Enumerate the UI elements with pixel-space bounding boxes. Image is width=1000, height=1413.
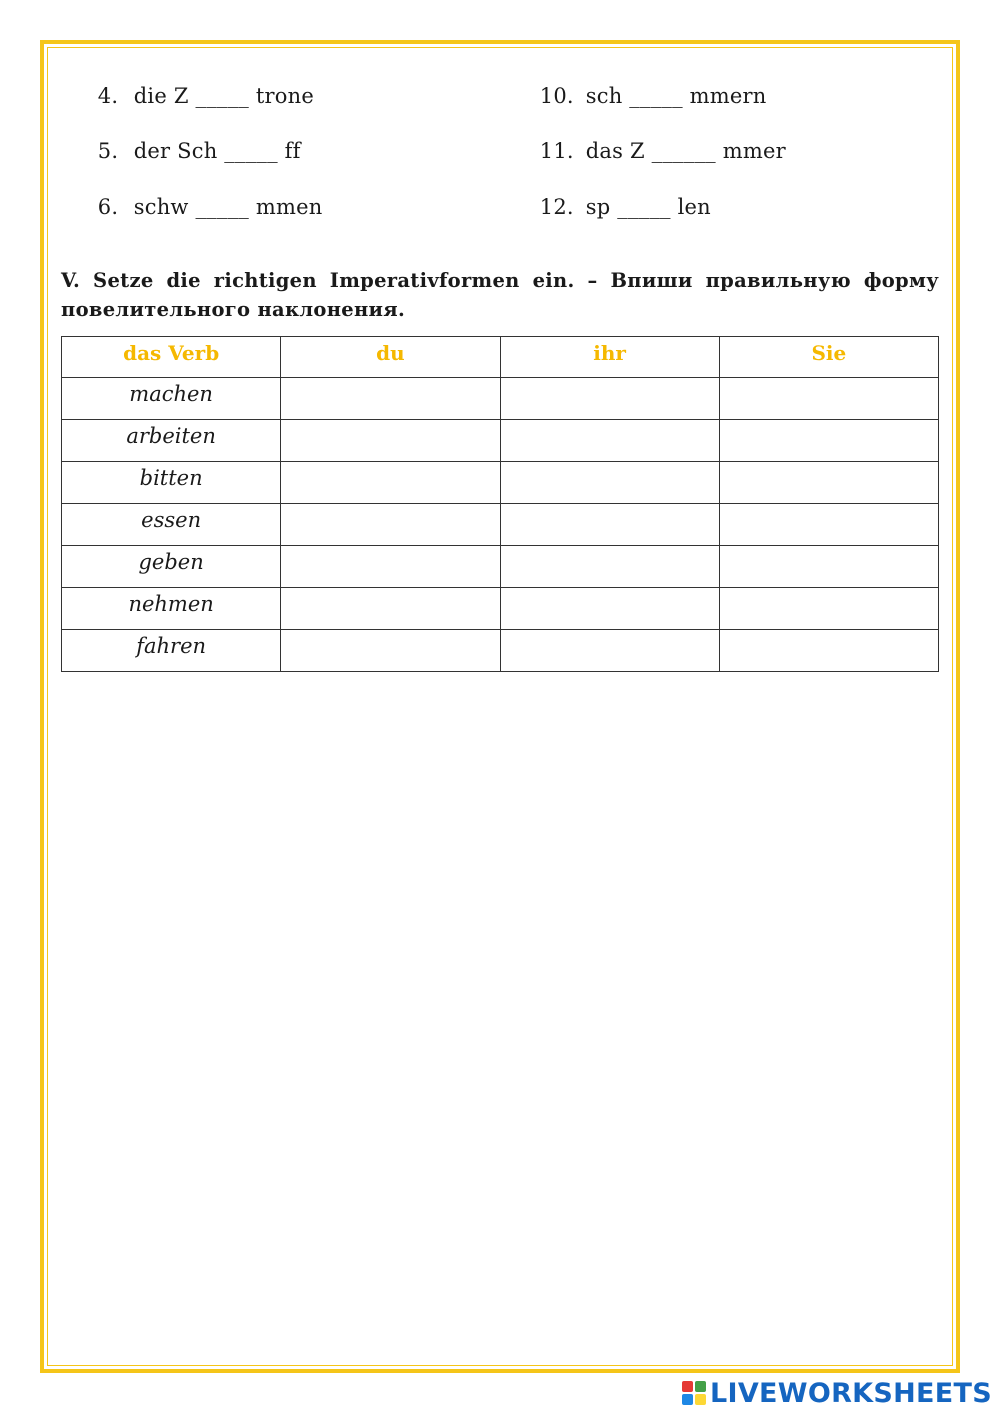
header-du: du [281, 337, 500, 378]
logo-square-red [682, 1381, 693, 1392]
imperative-table [61, 336, 939, 672]
exercise-text: der Sch _____ ff [133, 139, 301, 163]
answer-cell-ihr[interactable] [500, 504, 719, 546]
table-row [62, 378, 939, 420]
exercise-item-12 [526, 171, 711, 219]
verb-cell: geben [62, 546, 281, 588]
verb-cell: arbeiten [62, 420, 281, 462]
exercise-item-4 [84, 60, 314, 108]
answer-cell-du[interactable] [281, 504, 500, 546]
liveworksheets-logo-icon [682, 1381, 706, 1405]
answer-cell-ihr[interactable] [500, 420, 719, 462]
answer-cell-du[interactable] [281, 588, 500, 630]
answer-cell-ihr[interactable] [500, 378, 719, 420]
exercise-item-10 [526, 60, 767, 108]
answer-cell-du[interactable] [281, 630, 500, 672]
verb-cell: machen [62, 378, 281, 420]
exercise-item-6 [84, 171, 322, 219]
table-row [62, 420, 939, 462]
exercise-number: 11. [539, 139, 574, 163]
answer-cell-ihr[interactable] [500, 462, 719, 504]
answer-cell-du[interactable] [281, 546, 500, 588]
section-heading: V. Setze die richtigen Imperativformen ein. – Впиши правильную форму повелительного наклонения. [61, 269, 939, 321]
liveworksheets-footer[interactable] [682, 1377, 992, 1409]
logo-square-green [695, 1381, 706, 1392]
answer-cell-du[interactable] [281, 378, 500, 420]
header-sie: Sie [719, 337, 938, 378]
exercise-text: sch _____ mmern [585, 84, 767, 108]
answer-cell-sie[interactable] [719, 420, 938, 462]
answer-cell-du[interactable] [281, 420, 500, 462]
exercise-text: sp _____ len [585, 195, 711, 219]
exercise-number: 12. [539, 195, 574, 219]
exercise-item-5 [84, 115, 301, 163]
exercise-text: schw _____ mmen [133, 195, 323, 219]
exercise-number: 6. [97, 195, 119, 219]
verb-cell: bitten [62, 462, 281, 504]
answer-cell-ihr[interactable] [500, 588, 719, 630]
answer-cell-sie[interactable] [719, 630, 938, 672]
exercise-number: 10. [539, 84, 574, 108]
table-header-row [62, 337, 939, 378]
logo-square-blue [682, 1394, 693, 1405]
answer-cell-sie[interactable] [719, 378, 938, 420]
page-border-inner [47, 47, 953, 1366]
table-row [62, 504, 939, 546]
answer-cell-sie[interactable] [719, 588, 938, 630]
exercise-text: das Z ______ mmer [585, 139, 786, 163]
logo-square-yellow [695, 1394, 706, 1405]
table-row [62, 588, 939, 630]
exercise-item-11 [526, 115, 786, 163]
verb-cell: nehmen [62, 588, 281, 630]
answer-cell-sie[interactable] [719, 504, 938, 546]
exercise-number: 5. [97, 139, 119, 163]
exercise-text: die Z _____ trone [133, 84, 314, 108]
answer-cell-ihr[interactable] [500, 630, 719, 672]
answer-cell-ihr[interactable] [500, 546, 719, 588]
answer-cell-sie[interactable] [719, 546, 938, 588]
answer-cell-sie[interactable] [719, 462, 938, 504]
brand-name: LIVEWORKSHEETS [709, 1377, 992, 1409]
answer-cell-du[interactable] [281, 462, 500, 504]
table-row [62, 546, 939, 588]
exercise-number: 4. [97, 84, 119, 108]
header-verb: das Verb [62, 337, 281, 378]
verb-cell: fahren [62, 630, 281, 672]
header-ihr: ihr [500, 337, 719, 378]
verb-cell: essen [62, 504, 281, 546]
table-row [62, 462, 939, 504]
table-row [62, 630, 939, 672]
